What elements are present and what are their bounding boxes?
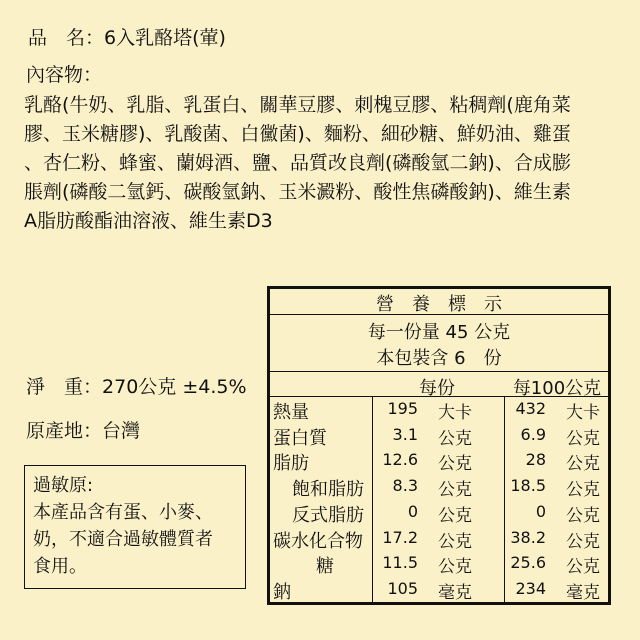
allergen-text: 本產品含有蛋、小麥、 bbox=[33, 502, 213, 523]
origin-value: 台灣 bbox=[102, 420, 141, 442]
col-header-per-serving: 每份 bbox=[419, 378, 455, 399]
per-100g-unit: 大卡 bbox=[566, 403, 600, 423]
nutrient-label: 反式脂肪 bbox=[292, 504, 364, 526]
nutrient-label: 脂肪 bbox=[273, 453, 309, 475]
per-serving-value: 12.6 bbox=[382, 450, 418, 470]
per-100g-unit: 毫克 bbox=[566, 582, 600, 603]
net-weight-value: 270公克 ±4.5% bbox=[102, 376, 247, 398]
per-serving-value: 8.3 bbox=[392, 476, 418, 496]
per-serving-unit: 大卡 bbox=[438, 403, 472, 423]
per-serving-unit: 公克 bbox=[438, 557, 472, 578]
net-weight-label: 淨 重： bbox=[26, 376, 103, 398]
nutrition-facts-table bbox=[267, 286, 611, 605]
serving-size: 每一份量 45 公克 bbox=[367, 322, 511, 343]
nutrient-label: 鈉 bbox=[273, 581, 291, 603]
per-serving-value: 195 bbox=[387, 399, 418, 418]
origin-line bbox=[26, 420, 140, 442]
allergen-text: 食用。 bbox=[33, 556, 87, 577]
ingredients-line: 乳酪(牛奶、乳脂、乳蛋白、關華豆膠、刺槐豆膠、粘稠劑(鹿角菜 bbox=[24, 94, 571, 116]
per-serving-unit: 公克 bbox=[438, 454, 472, 475]
per-100g-value: 432 bbox=[515, 399, 546, 418]
divider bbox=[270, 314, 608, 315]
nutrient-label: 熱量 bbox=[273, 402, 309, 423]
ingredients-line: 脹劑(磷酸二氫鈣、碳酸氫鈉、玉米澱粉、酸性焦磷酸鈉)、維生素 bbox=[24, 181, 571, 203]
per-serving-value: 105 bbox=[387, 578, 418, 598]
per-serving-unit: 公克 bbox=[438, 480, 472, 501]
per-serving-value: 0 bbox=[407, 501, 418, 521]
per-100g-value: 18.5 bbox=[510, 476, 546, 496]
per-100g-value: 28 bbox=[525, 450, 546, 470]
per-serving-value: 3.1 bbox=[392, 424, 418, 444]
nutrient-label: 蛋白質 bbox=[273, 427, 327, 449]
origin-label: 原產地： bbox=[26, 420, 103, 442]
per-100g-unit: 公克 bbox=[566, 557, 600, 578]
product-name: 6入乳酪塔(葷) bbox=[104, 27, 226, 49]
divider bbox=[270, 371, 608, 372]
allergen-title: 過敏原: bbox=[33, 475, 94, 496]
per-serving-unit: 公克 bbox=[438, 428, 472, 449]
product-name-line bbox=[28, 27, 226, 49]
ingredients-line: A脂肪酸酯油溶液、維生素D3 bbox=[24, 210, 273, 232]
per-100g-unit: 公克 bbox=[566, 454, 600, 475]
per-100g-value: 234 bbox=[515, 578, 546, 598]
product-name-label: 品 名： bbox=[28, 27, 105, 49]
per-serving-unit: 公克 bbox=[438, 531, 472, 552]
servings-per-package: 本包裝含 6 份 bbox=[376, 348, 502, 369]
nutrient-label: 碳水化合物 bbox=[273, 530, 363, 552]
ingredients-label: 內容物： bbox=[26, 64, 103, 86]
per-100g-value: 0 bbox=[535, 501, 546, 521]
divider bbox=[270, 396, 608, 397]
per-serving-unit: 毫克 bbox=[438, 582, 472, 603]
per-100g-unit: 公克 bbox=[566, 480, 600, 501]
per-100g-value: 6.9 bbox=[520, 424, 546, 444]
nutrient-label: 糖 bbox=[316, 556, 334, 578]
per-100g-unit: 公克 bbox=[566, 428, 600, 449]
per-100g-value: 25.6 bbox=[510, 553, 546, 573]
allergen-box bbox=[24, 465, 246, 589]
allergen-text: 奶，不適合過敏體質者 bbox=[33, 529, 213, 550]
ingredients-list bbox=[24, 91, 619, 236]
col-header-per-100g: 每100公克 bbox=[512, 378, 602, 399]
per-serving-unit: 公克 bbox=[438, 505, 472, 526]
per-100g-unit: 公克 bbox=[566, 531, 600, 552]
ingredients-line: 膠、玉米糖膠)、乳酸菌、白黴菌)、麵粉、細砂糖、鮮奶油、雞蛋 bbox=[24, 123, 571, 145]
nutrient-label: 飽和脂肪 bbox=[292, 479, 364, 501]
per-100g-value: 38.2 bbox=[510, 527, 546, 547]
net-weight-line bbox=[26, 376, 247, 398]
per-100g-unit: 公克 bbox=[566, 505, 600, 526]
ingredients-line: 、杏仁粉、蜂蜜、蘭姆酒、鹽、品質改良劑(磷酸氫二鈉)、合成膨 bbox=[24, 152, 571, 174]
per-serving-value: 11.5 bbox=[382, 553, 418, 573]
per-serving-value: 17.2 bbox=[382, 527, 418, 547]
nutrition-title: 營 養 標 示 bbox=[376, 294, 502, 315]
